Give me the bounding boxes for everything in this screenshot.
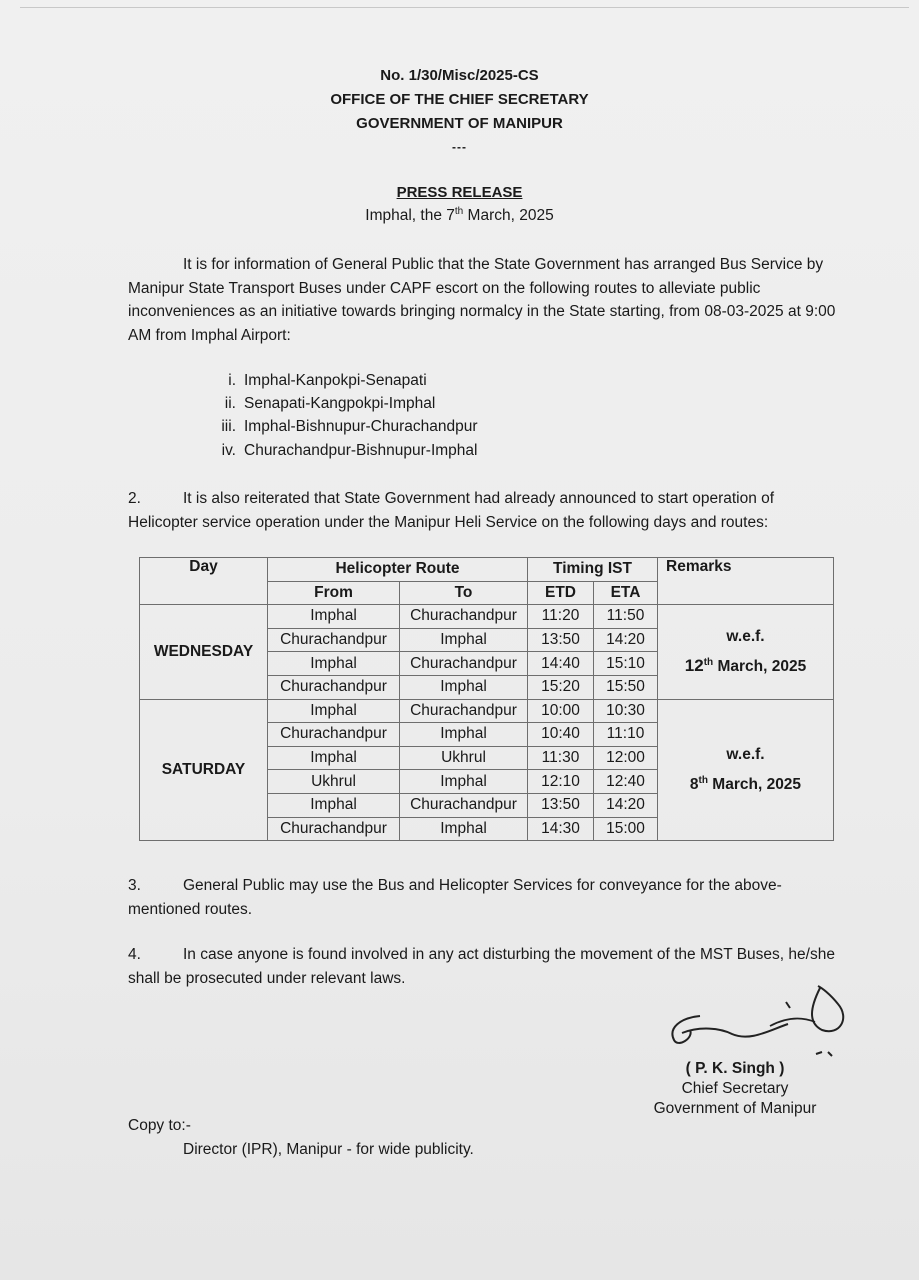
from-cell: Imphal [268,793,400,817]
remark-wef: w.e.f. [726,627,765,645]
from-cell: Ukhrul [268,770,400,794]
remark-date [658,650,833,680]
eta-cell: 12:40 [594,770,658,794]
signatory-organisation: Government of Manipur [653,1100,817,1117]
paragraph-4-number: 4. [128,946,141,963]
remark-sup: th [703,656,714,668]
from-cell: Churachandpur [268,675,400,699]
scan-edge-line [20,7,909,8]
remarks-cell [658,699,834,841]
from-cell: Imphal [268,699,400,723]
header-separator: --- [452,140,467,154]
bus-route-item [200,392,478,415]
bus-route-item [200,369,478,392]
from-cell: Churachandpur [268,628,400,652]
bus-route-name: Imphal-Kanpokpi-Senapati [244,372,427,389]
day-cell: SATURDAY [140,699,268,841]
etd-cell: 11:30 [528,746,594,770]
paragraph-1-text: It is for information of General Public that the State Government has arranged Bus Service by Manipur State Transport Buses under CAPF escort on the following routes to alleviate public inconveniences as an initiative towards bringing normalcy in the State starting, from 08-03-2025 at 9:00 AM from Imphal Airport: [128,256,836,344]
etd-cell: 10:00 [528,699,594,723]
press-release-title: PRESS RELEASE [396,184,523,201]
copy-to-item: Director (IPR), Manipur - for wide publicity. [183,1141,474,1158]
header-timing: Timing IST [528,558,658,582]
etd-cell: 13:50 [528,793,594,817]
to-cell: Imphal [400,723,528,747]
government-name: GOVERNMENT OF MANIPUR [356,115,563,132]
eta-cell: 15:00 [594,817,658,841]
table-row [140,699,834,723]
header-helicopter-route: Helicopter Route [268,558,528,582]
release-date-sup: th [454,206,464,217]
etd-cell: 11:20 [528,605,594,629]
bus-route-number: iii. [221,418,236,436]
header-remarks: Remarks [658,558,834,605]
to-cell: Imphal [400,675,528,699]
day-cell: WEDNESDAY [140,605,268,699]
etd-cell: 14:40 [528,652,594,676]
header-to: To [400,581,528,605]
eta-cell: 15:10 [594,652,658,676]
eta-cell: 14:20 [594,793,658,817]
paragraph-2-text: It is also reiterated that State Government had already announced to start operation of Helicopter service operation under the Manipur Heli Service on the following days and routes: [128,490,775,531]
from-cell: Imphal [268,652,400,676]
remarks-cell [658,605,834,699]
bus-routes-list [200,369,478,462]
bus-route-name: Senapati-Kangpokpi-Imphal [244,395,436,413]
paragraph-1 [128,253,846,347]
etd-cell: 14:30 [528,817,594,841]
eta-cell: 12:00 [594,746,658,770]
eta-cell: 15:50 [594,675,658,699]
from-cell: Churachandpur [268,723,400,747]
handwritten-signature [660,978,860,1063]
table-row [140,605,834,629]
bus-route-number: ii. [224,395,236,413]
to-cell: Churachandpur [400,699,528,723]
signatory-name: ( P. K. Singh ) [685,1060,785,1077]
release-date-prefix: Imphal, the 7 [365,207,455,225]
bus-route-item [200,415,478,438]
paragraph-2-number: 2. [128,490,141,507]
office-name: OFFICE OF THE CHIEF SECRETARY [330,91,589,108]
to-cell: Churachandpur [400,652,528,676]
header-from: From [268,581,400,605]
from-cell: Churachandpur [268,817,400,841]
remark-day: 8 [689,775,699,793]
reference-number: No. 1/30/Misc/2025-CS [380,67,539,84]
signatory-block [620,1059,850,1119]
from-cell: Imphal [268,605,400,629]
remark-date [658,768,833,798]
release-date [0,206,919,225]
from-cell: Imphal [268,746,400,770]
eta-cell: 11:10 [594,723,658,747]
copy-to-label: Copy to:- [128,1117,191,1134]
bus-route-number: iv. [221,441,236,459]
to-cell: Imphal [400,770,528,794]
to-cell: Imphal [400,817,528,841]
signatory-designation: Chief Secretary [681,1080,789,1097]
etd-cell: 13:50 [528,628,594,652]
release-date-suffix: March, 2025 [463,207,554,225]
remark-month-year: March, 2025 [708,775,802,793]
remark-wef: w.e.f. [726,745,765,763]
to-cell: Ukhrul [400,746,528,770]
etd-cell: 10:40 [528,723,594,747]
etd-cell: 12:10 [528,770,594,794]
header-etd: ETD [528,581,594,605]
remark-month-year: March, 2025 [713,657,807,675]
to-cell: Imphal [400,628,528,652]
remark-sup: th [698,774,708,786]
helicopter-schedule-table [139,557,834,841]
press-release-heading [0,184,919,202]
paragraph-3 [128,874,846,921]
bus-route-name: Churachandpur-Bishnupur-Imphal [244,441,478,459]
paragraph-4-text: In case anyone is found involved in any act disturbing the movement of the MST Buses, he/she shall be prosecuted under relevant laws. [128,946,835,987]
paragraph-3-number: 3. [128,877,141,894]
bus-route-name: Imphal-Bishnupur-Churachandpur [244,418,478,436]
to-cell: Churachandpur [400,605,528,629]
bus-route-item [200,439,478,462]
header-day: Day [140,558,268,605]
remark-day: 12 [684,655,704,675]
eta-cell: 11:50 [594,605,658,629]
header-eta: ETA [594,581,658,605]
eta-cell: 14:20 [594,628,658,652]
etd-cell: 15:20 [528,675,594,699]
paragraph-3-text: General Public may use the Bus and Helicopter Services for conveyance for the above-mentioned routes. [128,877,782,918]
eta-cell: 10:30 [594,699,658,723]
paragraph-2 [128,487,846,534]
bus-route-number: i. [228,372,236,389]
to-cell: Churachandpur [400,793,528,817]
